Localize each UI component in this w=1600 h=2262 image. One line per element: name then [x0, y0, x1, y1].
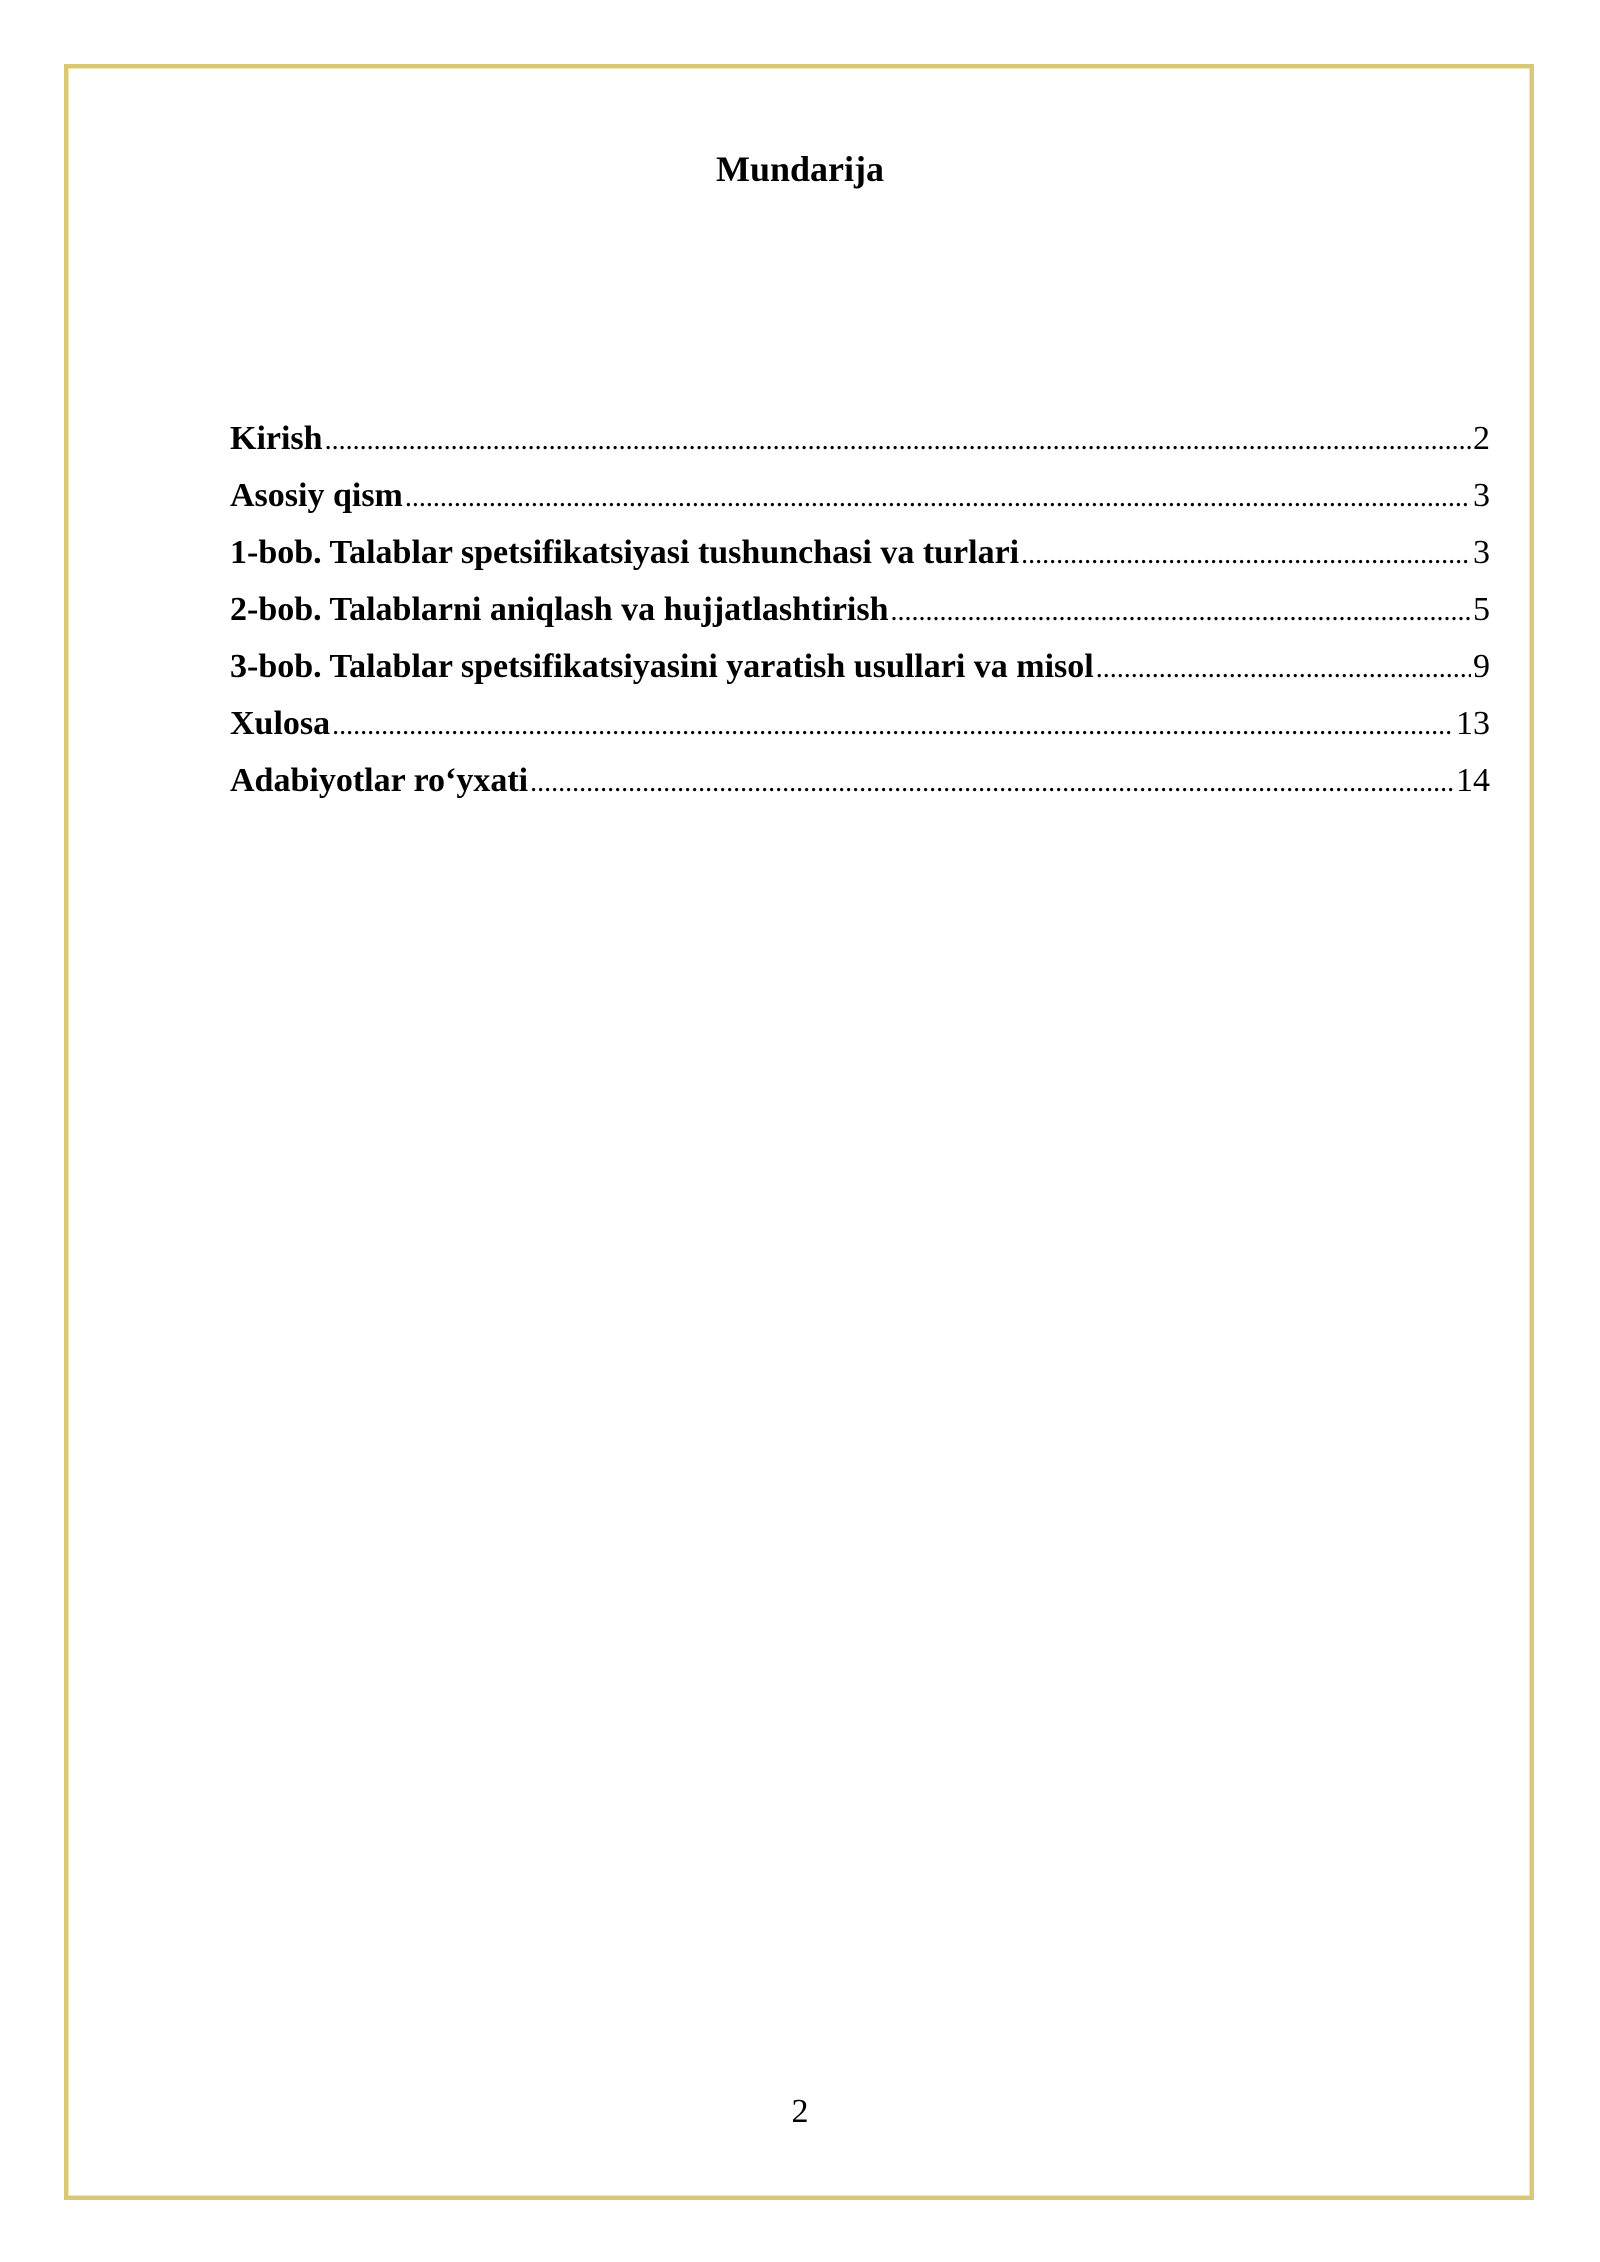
toc-entry-label: Xulosa: [230, 705, 331, 742]
toc-leader-dots: [332, 697, 1454, 754]
toc-entry-label: Asosiy qism: [230, 477, 403, 514]
toc-entry-page: 3: [1473, 534, 1490, 571]
toc-entry-chapter-3[interactable]: [230, 638, 1490, 695]
toc-entry-asosiy-qism[interactable]: [230, 467, 1490, 524]
toc-entry-label: 1-bob. Talablar spetsifikatsiyasi tushunchasi va turlari: [230, 534, 1020, 571]
toc-entry-page: 13: [1456, 705, 1490, 742]
toc-leader-dots: [1021, 526, 1471, 583]
toc-entry-page: 9: [1473, 648, 1490, 685]
toc-entry-chapter-1[interactable]: [230, 524, 1490, 581]
toc-leader-dots: [530, 754, 1454, 811]
toc-entry-page: 14: [1456, 762, 1490, 799]
toc-entry-label: Kirish: [230, 420, 323, 457]
toc-leader-dots: [891, 583, 1471, 640]
toc-leader-dots: [1096, 640, 1471, 697]
toc-entry-adabiyotlar[interactable]: [230, 752, 1490, 809]
toc-entry-label: 3-bob. Talablar spetsifikatsiyasini yaratish usullari va misol: [230, 648, 1094, 685]
toc-entry-label: 2-bob. Talablarni aniqlash va hujjatlashtirish: [230, 591, 889, 628]
page-border: [64, 64, 1534, 2200]
toc-leader-dots: [325, 412, 1471, 469]
toc-entry-page: 5: [1473, 591, 1490, 628]
table-of-contents: [230, 410, 1490, 809]
toc-entry-chapter-2[interactable]: [230, 581, 1490, 638]
toc-entry-page: 2: [1473, 420, 1490, 457]
toc-entry-page: 3: [1473, 477, 1490, 514]
toc-leader-dots: [405, 469, 1471, 526]
page-title: Mundarija: [715, 149, 884, 189]
page-number: 2: [791, 2093, 809, 2130]
toc-entry-xulosa[interactable]: [230, 695, 1490, 752]
toc-entry-label: Adabiyotlar ro‘yxati: [230, 762, 529, 799]
toc-entry-kirish[interactable]: [230, 410, 1490, 467]
